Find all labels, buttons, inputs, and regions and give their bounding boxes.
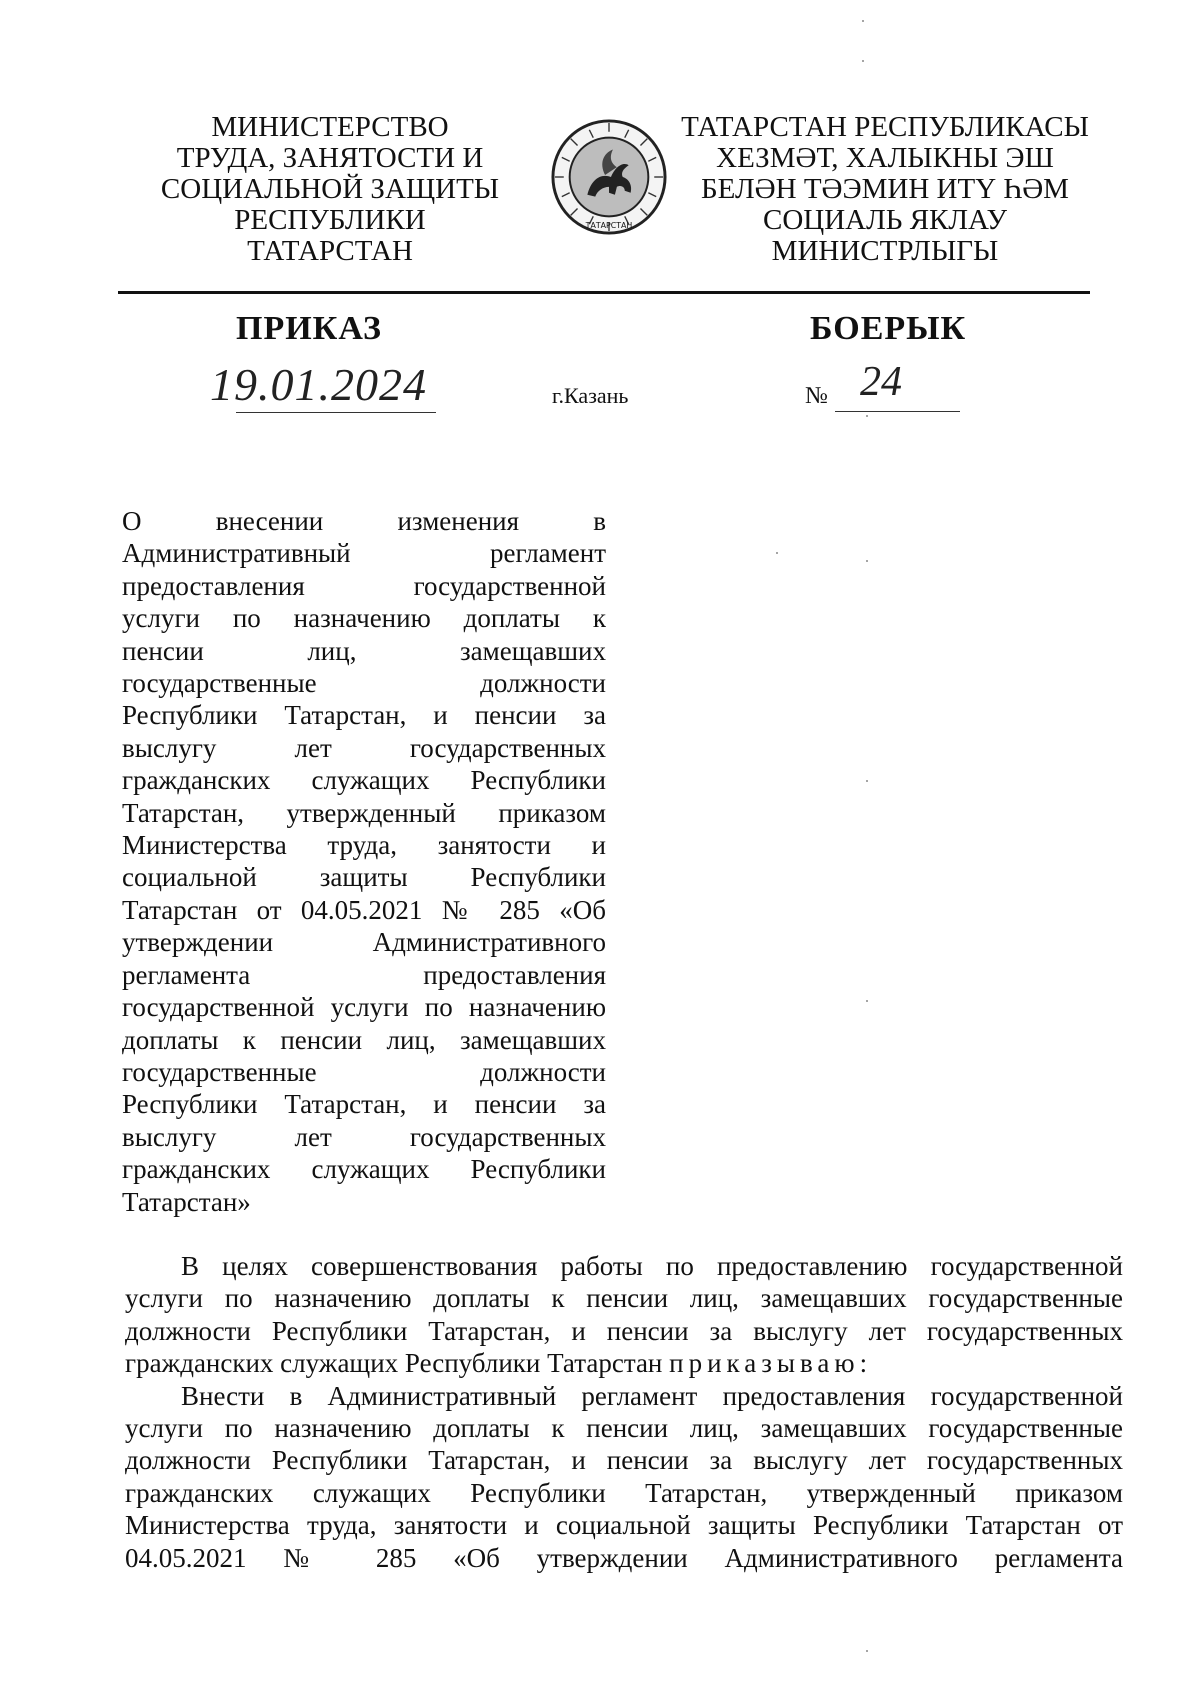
number-underline (835, 411, 960, 412)
subject-line: гражданских служащих Республики (122, 765, 606, 796)
scan-speck (866, 780, 868, 782)
scan-speck (862, 60, 864, 62)
order-directive-word: приказываю: (669, 1348, 873, 1379)
number-sign: № (805, 383, 828, 409)
subject-line: предоставления государственной (122, 570, 606, 601)
scan-speck (866, 415, 868, 417)
ministry-name-tt (680, 112, 1090, 267)
order-subject (122, 505, 606, 1218)
ministry-name-ru (140, 112, 520, 267)
body-paragraph-2-line: гражданских служащих Республики Татарстан, утвержденный приказом (125, 1477, 1123, 1508)
emblem-label: ТАТАРСТАН (585, 221, 633, 231)
subject-line: регламента предоставления (122, 959, 606, 990)
subject-line: социальной защиты Республики (122, 862, 606, 893)
body-paragraph-2-line: 04.05.2021 № 285 «Об утверждении Административного регламента (125, 1542, 1123, 1573)
subject-line: Татарстан» (122, 1186, 251, 1217)
body-paragraph-2-line: Внести в Административный регламент предоставления государственной (181, 1380, 1123, 1411)
scan-speck (866, 560, 868, 562)
order-number: 24 (860, 359, 902, 405)
subject-line: Министерства труда, занятости и (122, 830, 606, 861)
subject-line: Татарстан, утвержденный приказом (122, 797, 606, 828)
subject-line: гражданских служащих Республики (122, 1154, 606, 1185)
body-paragraph-1-line: услуги по назначению доплаты к пенсии лиц, замещавших государственные (125, 1283, 1123, 1314)
ministry-name-ru-line: МИНИСТЕРСТВО (211, 111, 449, 143)
subject-line: Республики Татарстан, и пенсии за (122, 700, 606, 731)
body-paragraph-1-line: должности Республики Татарстан, и пенсии за выслугу лет государственных (125, 1315, 1123, 1346)
body-paragraph-1-last-line (125, 1347, 1123, 1379)
ministry-name-tt-line: ХЕЗМӘТ, ХАЛЫКНЫ ЭШ (716, 142, 1054, 174)
ministry-name-tt-line: СОЦИАЛЬ ЯКЛАУ (763, 204, 1007, 236)
ministry-name-tt-line: БЕЛӘН ТӘЭМИН ИТҮ ҺӘМ (701, 173, 1069, 205)
subject-line: государственные должности (122, 668, 606, 699)
ministry-name-tt-line: ТАТАРСТАН РЕСПУБЛИКАСЫ (681, 111, 1089, 143)
coat-of-arms-emblem (550, 118, 668, 236)
scan-speck (866, 1650, 868, 1652)
header-divider (118, 291, 1090, 294)
subject-line: доплаты к пенсии лиц, замещавших (122, 1024, 606, 1055)
ministry-name-ru-line: ТАТАРСТАН (247, 235, 413, 267)
subject-line: Административный регламент (122, 538, 606, 569)
date-underline (236, 412, 436, 413)
ministry-name-ru-line: СОЦИАЛЬНОЙ ЗАЩИТЫ (160, 173, 500, 205)
subject-line: государственные должности (122, 1056, 606, 1087)
order-title-tt: БОЕРЫК (810, 310, 967, 347)
ministry-name-ru-line: РЕСПУБЛИКИ (234, 204, 426, 236)
subject-line: О внесении изменения в (122, 506, 606, 536)
scan-speck (862, 20, 864, 22)
body-paragraph-2-line: услуги по назначению доплаты к пенсии лиц, замещавших государственные (125, 1413, 1123, 1444)
subject-line: выслугу лет государственных (122, 1121, 606, 1152)
body-paragraph-2-line: должности Республики Татарстан, и пенсии за выслугу лет государственных (125, 1445, 1123, 1476)
subject-line: государственной услуги по назначению (122, 992, 606, 1023)
order-body (125, 1250, 1123, 1574)
subject-line: Республики Татарстан, и пенсии за (122, 1089, 606, 1120)
subject-line: Татарстан от 04.05.2021 № 285 «Об (122, 894, 606, 925)
subject-line: выслугу лет государственных (122, 732, 606, 763)
order-date: 19.01.2024 (210, 359, 427, 410)
subject-line: утверждении Административного (122, 927, 606, 958)
body-paragraph-1-line: В целях совершенствования работы по предоставлению государственной (181, 1251, 1123, 1281)
ministry-name-tt-line: МИНИСТРЛЫГЫ (771, 235, 999, 267)
ministry-name-ru-line: ТРУДА, ЗАНЯТОСТИ И (176, 142, 484, 174)
subject-line: услуги по назначению доплаты к (122, 603, 606, 634)
body-paragraph-2-line: Министерства труда, занятости и социальной защиты Республики Татарстан от (125, 1510, 1123, 1541)
scan-speck (866, 1000, 868, 1002)
body-paragraph-1-text: гражданских служащих Республики Татарстан (125, 1348, 670, 1379)
subject-line: пенсии лиц, замещавших (122, 635, 606, 666)
scan-speck (776, 552, 778, 554)
order-title-ru: ПРИКАЗ (236, 310, 382, 347)
order-city: г.Казань (552, 383, 629, 408)
